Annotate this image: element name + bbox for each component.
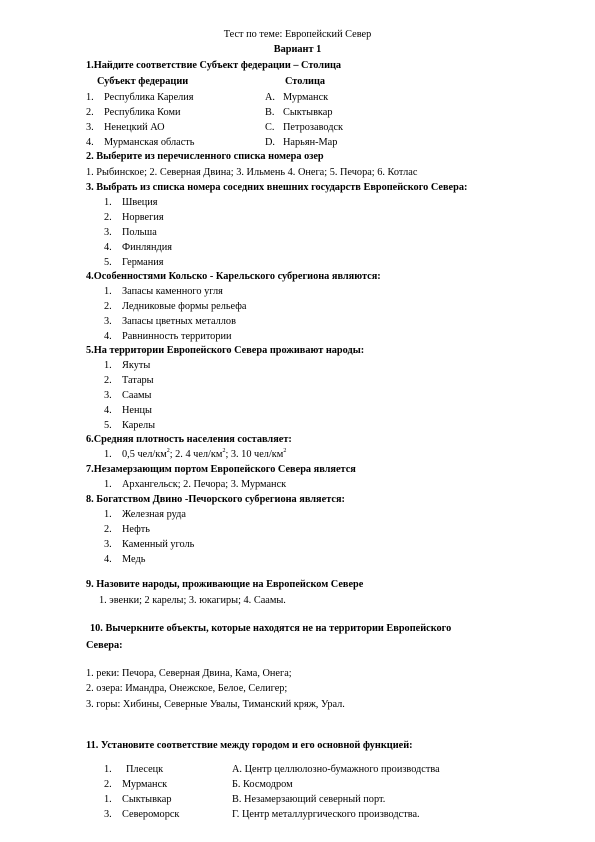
q4-option: 4. Равнинность территории xyxy=(104,331,232,342)
q6-options: 1. 0,5 чел/$км^2$; 2. 4 чел/$км^2$; 3. 10 чел/$км^2$ xyxy=(104,448,287,460)
q1-subject-item: 3. Ненецкий АО xyxy=(86,122,165,133)
q5-option: 3. Саамы xyxy=(104,390,152,401)
q6-question: 6.Средняя плотность населения составляет: xyxy=(86,434,292,445)
q3-option: 2. Норвегия xyxy=(104,212,164,223)
q3-option: 3. Польша xyxy=(104,227,157,238)
q8-option: 2. Нефть xyxy=(104,524,150,535)
q11-function: Б. Космодром xyxy=(232,779,293,790)
q5-option: 2. Татары xyxy=(104,375,154,386)
q1-subject-item: 2. Республика Коми xyxy=(86,107,181,118)
q1-capital-item: A. Мурманск xyxy=(265,92,329,103)
q1-capital-item: C. Петрозаводск xyxy=(265,122,344,133)
q5-option: 1. Якуты xyxy=(104,360,151,371)
q1-capital-item: B. Сыктывкар xyxy=(265,107,333,118)
q1-subject-item: 1. Республика Карелия xyxy=(86,92,194,103)
q8-question: 8. Богатством Двино -Печорского субрегиона является: xyxy=(86,494,345,505)
q4-option: 1. Запасы каменного угля xyxy=(104,286,223,297)
q8-option: 4. Медь xyxy=(104,554,146,565)
q1-col-right: Столица xyxy=(285,76,326,87)
q11-city: 1. Плесецк xyxy=(104,764,164,775)
q8-option: 1. Железная руда xyxy=(104,509,186,520)
q4-option: 2. Ледниковые формы рельефа xyxy=(104,301,247,312)
q1-subject-item: 4. Мурманская область xyxy=(86,137,195,148)
q8-option: 3. Каменный уголь xyxy=(104,539,195,550)
q7-question: 7.Незамерзающим портом Европейского Севера является xyxy=(86,464,356,475)
q10-line: 2. озера: Имандра, Онежское, Белое, Селигер; xyxy=(86,683,288,694)
q2-question: 2. Выберите из перечисленного списка номера озер xyxy=(86,151,324,162)
q10-line: 1. реки: Печора, Северная Двина, Кама, Онега; xyxy=(86,668,292,679)
variant-label: Вариант 1 xyxy=(273,44,322,55)
q10-question-cont: Севера: xyxy=(86,640,123,651)
q11-function: Г. Центр металлургического производства. xyxy=(232,809,420,820)
q3-option: 1. Швеция xyxy=(104,197,158,208)
q9-options: 1. эвенки; 2 карелы; 3. юкагиры; 4. Саамы. xyxy=(99,595,286,606)
q5-option: 5. Карелы xyxy=(104,420,156,431)
q5-option: 4. Ненцы xyxy=(104,405,152,416)
q4-question: 4.Особенностями Кольско - Карельского субрегиона являются: xyxy=(86,271,381,282)
q11-function: В. Незамерзающий северный порт. xyxy=(232,794,386,805)
q3-option: 4. Финляндия xyxy=(104,242,173,253)
page-title: Тест по теме: Европейский Север xyxy=(223,29,372,40)
q3-option: 5. Германия xyxy=(104,257,164,268)
q10-question: 10. Вычеркните объекты, которые находятся не на территории Европейского xyxy=(90,623,452,634)
q11-city: 3. Североморск xyxy=(104,809,180,820)
q2-options: 1. Рыбинское; 2. Северная Двина; 3. Ильмень 4. Онега; 5. Печора; 6. Котлас xyxy=(86,167,418,178)
q11-question: 11. Установите соответствие между городом и его основной функцией: xyxy=(86,740,413,751)
q5-question: 5.На территории Европейского Севера проживают народы: xyxy=(86,345,365,356)
q3-question: 3. Выбрать из списка номера соседних внешних государств Европейского Севера: xyxy=(86,182,468,193)
q1-capital-item: D. Нарьян-Мар xyxy=(265,137,338,148)
q10-line: 3. горы: Хибины, Северные Увалы, Тиманский кряж, Урал. xyxy=(86,699,345,710)
q1-question: 1.Найдите соответствие Субъект федерации – Столица xyxy=(86,60,342,71)
q11-function: А. Центр целлюлозно-бумажного производства xyxy=(232,764,440,775)
q1-col-left: Субъект федерации xyxy=(97,76,189,87)
q11-city: 1. Сыктывкар xyxy=(104,794,172,805)
q11-city: 2. Мурманск xyxy=(104,779,168,790)
q9-question: 9. Назовите народы, проживающие на Европейском Севере xyxy=(86,579,364,590)
q4-option: 3. Запасы цветных металлов xyxy=(104,316,236,327)
q7-options: 1. Архангельск; 2. Печора; 3. Мурманск xyxy=(104,479,287,490)
